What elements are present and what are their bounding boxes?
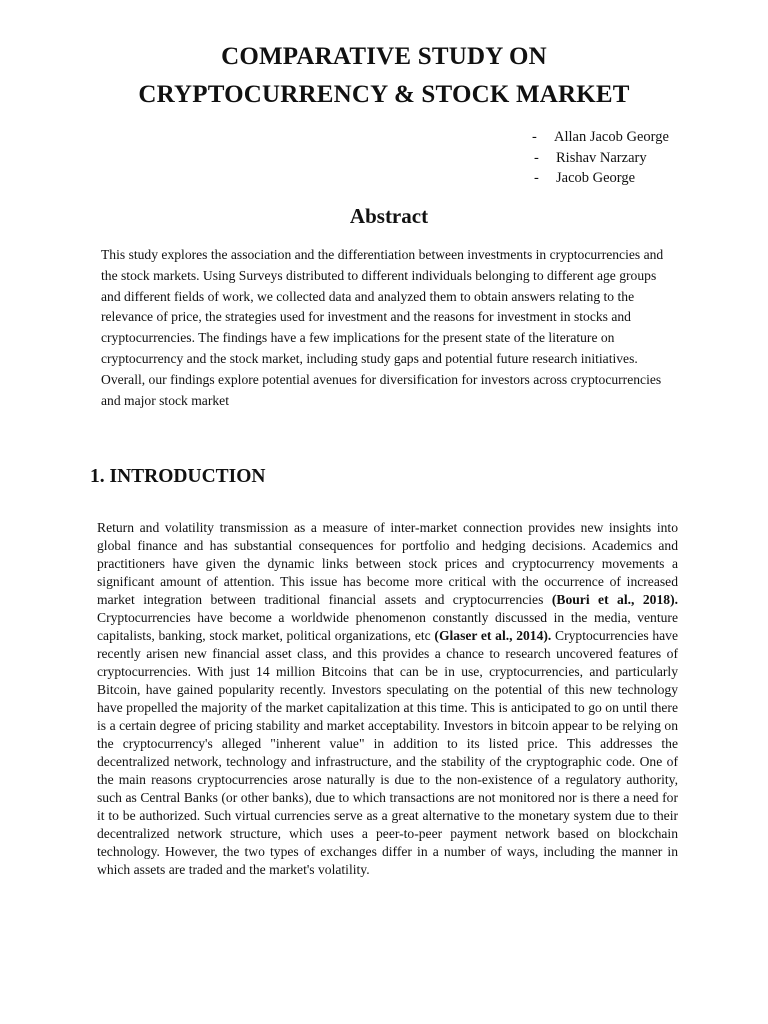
section-heading-introduction: 1. INTRODUCTION (90, 466, 266, 487)
abstract-heading: Abstract (349, 204, 429, 228)
intro-text-part: Cryptocurrencies have recently arisen new financial asset class, and this provides a chance to research uncovered features of cryptocurrencies. With just 14 million Bitcoins that can be in use, cryptocurrencies, and particularly Bitcoin, have gained popularity recently. Investors speculating on the potential of this new technology have propelled the majority of the market capitalization at this time. This is anticipated to go on until there is a certain degree of pricing stability and market acceptability. Investors in bitcoin appear to be relying on the cryptocurrency's alleged "inherent value" in addition to its listed price. This addresses the decentralized network, technology and infrastructure, and the stability of the cryptographic code. One of the main reasons cryptocurrencies arose naturally is due to the non-existence of a regulatory authority, such as Central Banks (or other banks), due to which transactions are not monitored nor is there a need for it to be authorized. Such virtual currencies serve as a great alternative to the monetary system due to their decentralized network structure, which uses a peer-to-peer payment network based on blockchain technology. However, the two types of exchanges differ in a number of ways, including the manner in which assets are traded and the market's volatility. (97, 628, 678, 877)
author-item (532, 148, 732, 169)
intro-text-part: Cryptocurrencies have become a worldwide phenomenon constantly discussed in the media, venture capitalists, banking, stock market, political organizations, etc (97, 610, 678, 643)
author-bullet: - (534, 149, 539, 166)
author-name: Rishav Narzary (556, 149, 647, 166)
author-name: Allan Jacob George (554, 129, 669, 145)
title-line-1: COMPARATIVE STUDY ON (221, 43, 547, 70)
intro-text-part: Return and volatility transmission as a measure of inter-market connection provides new insights into global finance and has substantial consequences for portfolio and hedging decisions. Academics and practitioners have given the dynamic links between stock prices and cryptocurrency movements a significant amount of attention. This issue has become more critical with the occurrence of increased market integration between traditional financial assets and cryptocurrencies (97, 520, 678, 607)
citation-glaser-2014: (Glaser et al., 2014). (434, 628, 552, 643)
abstract-body: This study explores the association and the differentiation between investments in cryptocurrencies and the stock markets. Using Surveys distributed to different individuals belonging to different age groups and different fields of work, we collected data and analyzed them to obtain answers relating to the relevance of price, the strategies used for investment and the reasons for investment in stocks and cryptocurrencies. The findings have a few implications for the present state of the literature on cryptocurrency and the stock market, including study gaps and potential future research initiatives. Overall, our findings explore potential avenues for diversification for investors across cryptocurrencies and major stock market (101, 247, 664, 408)
paper-title (0, 38, 768, 114)
author-item (532, 168, 732, 189)
author-bullet: - (532, 129, 537, 145)
citation-bouri-2018: (Bouri et al., 2018). (551, 592, 678, 607)
title-line-2: CRYPTOCURRENCY & STOCK MARKET (138, 81, 630, 108)
introduction-paragraph (97, 519, 678, 879)
author-item (532, 127, 732, 148)
author-bullet: - (534, 170, 539, 186)
author-list (532, 127, 732, 189)
author-name: Jacob George (556, 170, 636, 186)
